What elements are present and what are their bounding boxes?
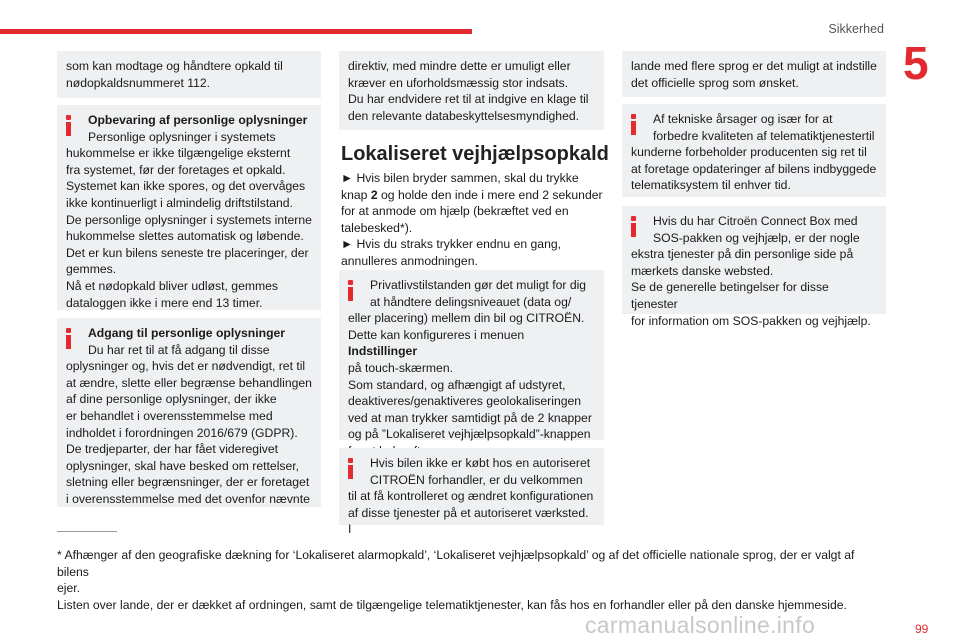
text-line: Du har endvidere ret til at indgive en klage til xyxy=(348,92,589,107)
text-line: af disse tjenester på et autoriseret værksted. I xyxy=(348,505,589,537)
page-number: 99 xyxy=(915,622,929,636)
text-line: gemmes. xyxy=(66,262,117,277)
text-line: CITROËN forhandler, er du velkommen xyxy=(370,472,583,487)
info-icon xyxy=(348,280,353,302)
text-line: Som standard, og afhængigt af udstyret, xyxy=(348,377,566,392)
text-line: på touch-skærmen. xyxy=(348,360,453,375)
text-line: ekstra tjenester på din personlige side på xyxy=(631,247,854,262)
text-line: for at anmode om hjælp (bekræftet ved en xyxy=(341,204,569,219)
info-icon xyxy=(631,114,636,136)
text-line: oplysninger og, hvis det er nødvendigt, ret til xyxy=(66,359,306,374)
text-line: at foretage opdateringer af bilens indbyggede xyxy=(631,161,877,176)
info-title: Opbevaring af personlige oplysninger xyxy=(88,113,308,127)
info-icon xyxy=(348,458,353,480)
text-line: Personlige oplysninger i systemets xyxy=(88,129,276,144)
section-title: Sikkerhed xyxy=(828,22,884,36)
info-box-updates xyxy=(622,104,886,197)
info-box-access xyxy=(57,318,321,507)
text-line: telematiksystem til enhver tid. xyxy=(631,178,791,193)
text-line: lande med flere sprog er det muligt at indstille xyxy=(631,59,877,73)
text-line: oplysninger, skal have besked om rettelser, xyxy=(66,458,300,473)
text-line: og på ”Lokaliseret vejhjælpsopkald”-knappen xyxy=(348,427,591,442)
footnote xyxy=(57,547,887,613)
text-line: dataloggen ikke i mere end 13 timer. xyxy=(66,295,263,310)
text-line: fra systemet, før der foretages et opkald. xyxy=(66,162,286,177)
text-line: Hvis du har Citroën Connect Box med xyxy=(653,214,858,228)
text-line: at håndtere delingsniveauet (data og/ xyxy=(370,294,572,309)
menu-name: Indstillinger xyxy=(348,344,418,359)
text-line: Du har ret til at få adgang til disse xyxy=(88,342,270,357)
text-line: ► Hvis bilen bryder sammen, skal du trykke xyxy=(341,171,579,185)
text-line: Systemet kan ikke spores, og det overvåges xyxy=(66,179,306,194)
text-line: i overensstemmelse med det ovenfor nævnte xyxy=(66,491,310,506)
chapter-number: 5 xyxy=(903,37,929,89)
text-line: ikke kontinuerligt i almindelig driftstilstand. xyxy=(66,195,293,210)
text-line: nødopkaldsnummeret 112. xyxy=(66,75,211,90)
section-heading: Lokaliseret vejhjælpsopkald xyxy=(341,143,609,165)
text-line: Se de generelle betingelser for disse tjenester xyxy=(631,280,829,311)
text-line: hukommelse er ikke tilgængelige eksternt xyxy=(66,146,291,161)
text-line: SOS-pakken og vejhjælp, er der nogle xyxy=(653,230,860,245)
info-box-storage xyxy=(57,105,321,310)
continuation-box xyxy=(622,51,886,97)
text-line: til at få kontrolleret og ændret konfigurationen xyxy=(348,489,594,504)
header-accent-bar xyxy=(0,29,472,34)
text-line: annulleres anmodningen. xyxy=(341,253,478,268)
info-icon xyxy=(631,216,636,238)
text-line: hukommelse slettes automatisk og løbende. xyxy=(66,229,304,244)
text-line: det officielle sprog som ønsket. xyxy=(631,75,799,90)
text-line: som kan modtage og håndtere opkald til xyxy=(66,59,283,73)
text-line: at ændre, slette eller begrænse behandlingen xyxy=(66,375,312,390)
footnote-divider xyxy=(57,531,117,532)
text-line: Dette kan konfigureres i menuen Indstillinger xyxy=(348,327,525,359)
text-line: for information om SOS-pakken og vejhjælp. xyxy=(631,313,871,328)
info-heading xyxy=(66,325,312,358)
continuation-box xyxy=(339,51,604,130)
text-line: Privatlivstilstanden gør det muligt for dig xyxy=(370,278,587,292)
text-line: Listen over lande, der er dækket af ordningen, samt de tilgængelige telematiktjenester, kan fås hos en forhandler eller på den danske hjemmeside. xyxy=(57,597,847,612)
text-line: forbedre kvaliteten af telematiktjenestertil xyxy=(653,128,875,143)
info-heading xyxy=(348,277,595,310)
text-line: eller placering) mellem din bil og CITROËN. xyxy=(348,311,585,326)
text-line: talebesked*). xyxy=(341,220,413,235)
text-line: deaktiveres/genaktiveres geolokaliseringen xyxy=(348,394,582,409)
text-line: De tredjeparter, der har fået videregivet xyxy=(66,442,279,457)
info-heading xyxy=(631,213,877,246)
instructions-paragraph xyxy=(341,170,606,270)
info-heading xyxy=(66,112,312,145)
info-heading xyxy=(631,111,877,144)
continuation-box xyxy=(57,51,321,98)
info-icon xyxy=(66,115,71,137)
button-number: 2 xyxy=(370,187,378,202)
text-line: indholdet i forordningen 2016/679 (GDPR). xyxy=(66,425,298,440)
text-line: direktiv, med mindre dette er umuligt eller xyxy=(348,59,571,73)
info-title: Adgang til personlige oplysninger xyxy=(88,326,286,340)
text-line: kunderne forbeholder producenten sig ret til xyxy=(631,145,867,160)
text-line: sletning eller begrænsninger, der er foretaget xyxy=(66,475,310,490)
text-line: knap 2 og holde den inde i mere end 2 sekunder xyxy=(341,187,603,202)
info-icon xyxy=(66,328,71,350)
text-line: mærkets danske websted. xyxy=(631,263,774,278)
text-line: Hvis bilen ikke er købt hos en autoriseret xyxy=(370,456,591,470)
text-line: Nå et nødopkald bliver udløst, gemmes xyxy=(66,278,279,293)
text-line: ► Hvis du straks trykker endnu en gang, xyxy=(341,237,562,252)
info-heading xyxy=(348,455,595,488)
text-line: ejer. xyxy=(57,581,81,596)
text-line: * Afhænger af den geografiske dækning for ‘Lokaliseret alarmopkald’, ‘Lokaliseret vejhjælpsopkald’ og af det officielle nationale sprog, der er valgt af bilens xyxy=(57,548,855,579)
text-line: Af tekniske årsager og især for at xyxy=(653,112,833,126)
text-line: den relevante databeskyttelsesmyndighed. xyxy=(348,108,580,123)
text-line: er behandlet i overensstemmelse med xyxy=(66,408,273,423)
info-box-connect-box xyxy=(622,206,886,328)
watermark: carmanualsonline.info xyxy=(585,612,816,638)
text-line: ved at man trykker samtidigt på de 2 knapper xyxy=(348,410,592,425)
text-line: kræver en uforholdsmæssig stor indsats. xyxy=(348,75,569,90)
info-box-dealer xyxy=(339,448,604,537)
text-line: Det er kun bilens seneste tre placeringer, der xyxy=(66,245,309,260)
info-box-privacy xyxy=(339,270,604,440)
text-line: De personlige oplysninger i systemets interne xyxy=(66,212,312,227)
text-line: af dine personlige oplysninger, der ikke xyxy=(66,392,277,407)
